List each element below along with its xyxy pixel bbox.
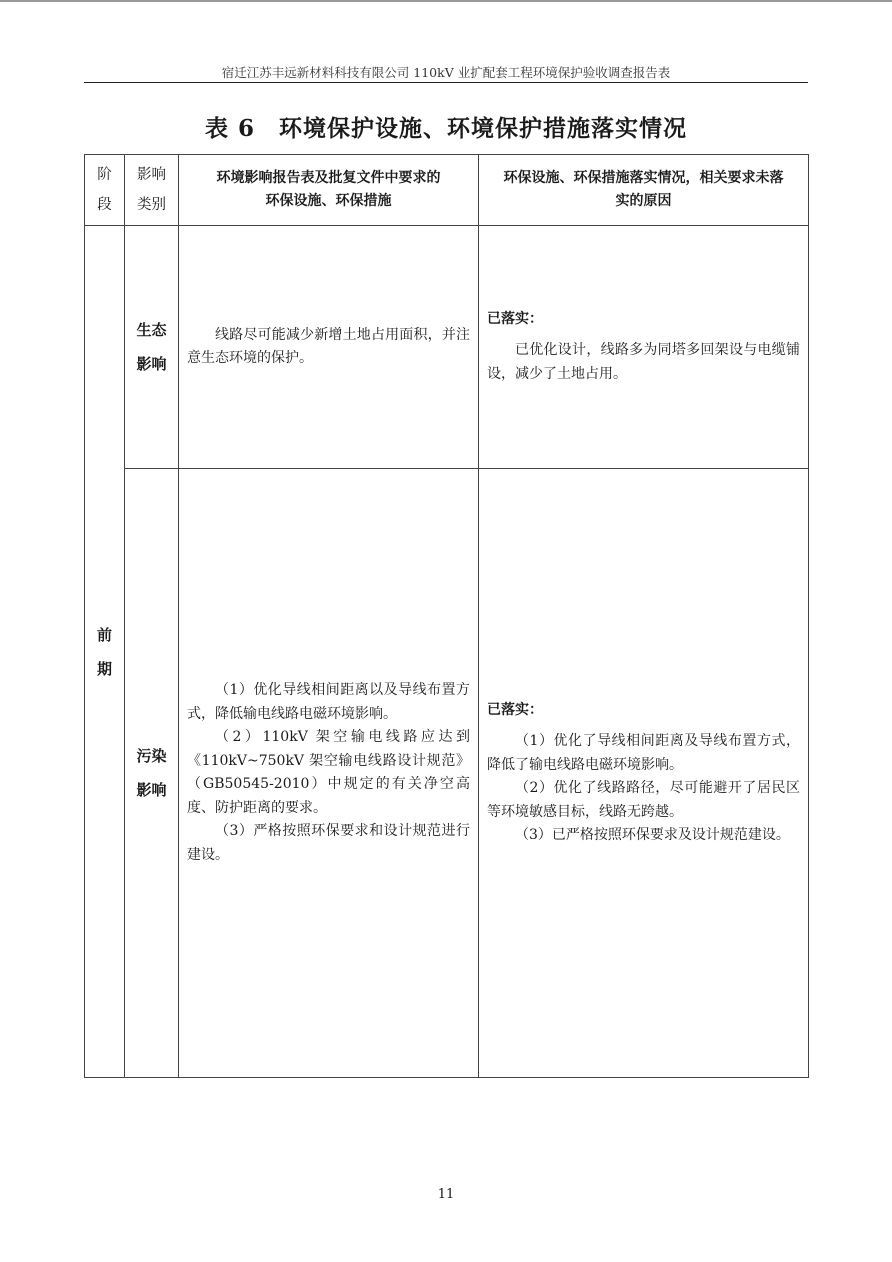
running-header: 宿迁江苏丰远新材料科技有限公司 110kV 业扩配套工程环境保护验收调查报告表 [221,65,671,80]
requirement-text: （2）110kV 架空输电线路应达到《110kV~750kV 架空输电线路设计规范》（GB50545-2010）中规定的有关净空高度、防护距离的要求。 [187,729,470,816]
status-label: 已落实： [487,310,543,327]
header-requirements: 环境影响报告表及批复文件中要求的 环保设施、环保措施 [179,155,479,226]
header-implementation: 环保设施、环保措施落实情况，相关要求未落 实的原因 [479,155,809,226]
table-row [85,226,809,469]
table-title: 表 6 环境保护设施、环境保护措施落实情况 [204,115,687,142]
implementation-cell [479,469,809,1078]
implementation-text: 已优化设计，线路多为同塔多回架设与电缆铺设，减少了土地占用。 [487,342,800,382]
implementation-text: （3）已严格按照环保要求及设计规范建设。 [515,827,790,843]
category-cell: 污染 影响 [125,469,179,1078]
implementation-cell [479,226,809,469]
requirement-text: （1）优化导线相间距离以及导线布置方式，降低输电线路电磁环境影响。 [187,682,470,722]
category-cell: 生态 影响 [125,226,179,469]
header-category: 影响 类别 [125,155,179,226]
table-header-row [85,155,809,226]
measures-table [84,154,809,1078]
requirements-cell [179,469,479,1078]
page-number: 11 [437,1187,455,1202]
header-stage: 阶 段 [85,155,125,226]
top-border [0,0,892,2]
requirements-cell [179,226,479,469]
requirement-text: （3）严格按照环保要求和设计规范进行建设。 [187,823,470,863]
status-label: 已落实： [487,701,543,718]
stage-cell: 前 期 [85,226,125,1078]
implementation-text: （1）优化了导线相间距离及导线布置方式，降低了输电线路电磁环境影响。 [487,733,800,773]
header-rule [84,82,808,83]
requirement-text: 线路尽可能减少新增土地占用面积，并注意生态环境的保护。 [187,326,470,366]
implementation-text: （2）优化了线路路径，尽可能避开了居民区等环境敏感目标，线路无跨越。 [487,780,800,820]
table-row [85,469,809,1078]
